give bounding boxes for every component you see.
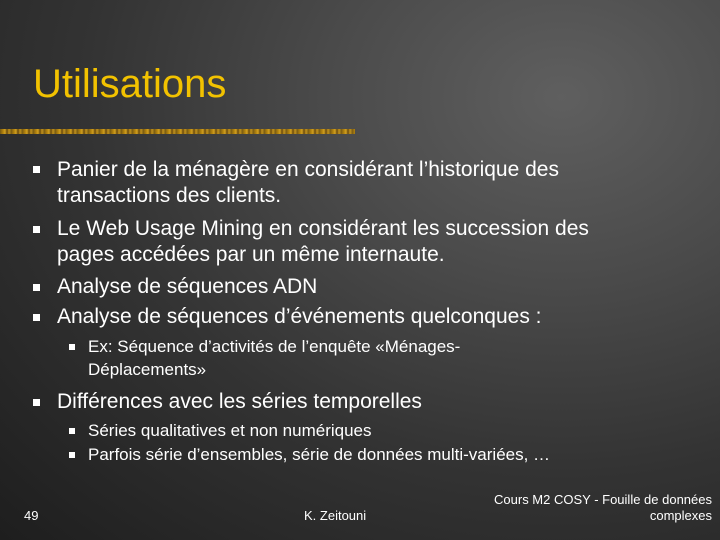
bullet-text: Différences avec les séries temporelles xyxy=(57,390,422,413)
footer-course-line: Cours M2 COSY - Fouille de données xyxy=(494,492,712,507)
bullet-text: Panier de la ménagère en considérant l’historique des xyxy=(57,158,559,181)
sub-bullet-text: Ex: Séquence d’activités de l’enquête «Ménages- xyxy=(88,337,461,356)
footer-course-line: complexes xyxy=(649,508,712,523)
sub-bullet-text: Parfois série d’ensembles, série de données multi-variées, … xyxy=(88,445,551,464)
footer-course xyxy=(494,492,712,524)
bullet-square-icon xyxy=(33,284,40,291)
page-number: 49 xyxy=(24,508,39,523)
bullet-text: Le Web Usage Mining en considérant les succession des xyxy=(57,217,589,240)
sub-bullet-text: Déplacements» xyxy=(88,360,207,379)
bullet-text: Analyse de séquences d’événements quelconques : xyxy=(57,305,542,328)
bullet-square-icon xyxy=(33,399,40,406)
sub-bullet-text: Séries qualitatives et non numériques xyxy=(88,421,372,440)
bullet-text: transactions des clients. xyxy=(57,184,282,207)
footer-author: K. Zeitouni xyxy=(304,508,367,523)
sub-bullet-square-icon xyxy=(69,452,75,458)
slide-title: Utilisations xyxy=(33,62,227,106)
sub-bullet-square-icon xyxy=(69,344,75,350)
sub-bullet-square-icon xyxy=(69,428,75,434)
bullet-square-icon xyxy=(33,314,40,321)
bullet-text: Analyse de séquences ADN xyxy=(57,275,318,298)
bullet-square-icon xyxy=(33,166,40,173)
bullet-square-icon xyxy=(33,226,40,233)
bullet-text: pages accédées par un même internaute. xyxy=(57,243,445,266)
